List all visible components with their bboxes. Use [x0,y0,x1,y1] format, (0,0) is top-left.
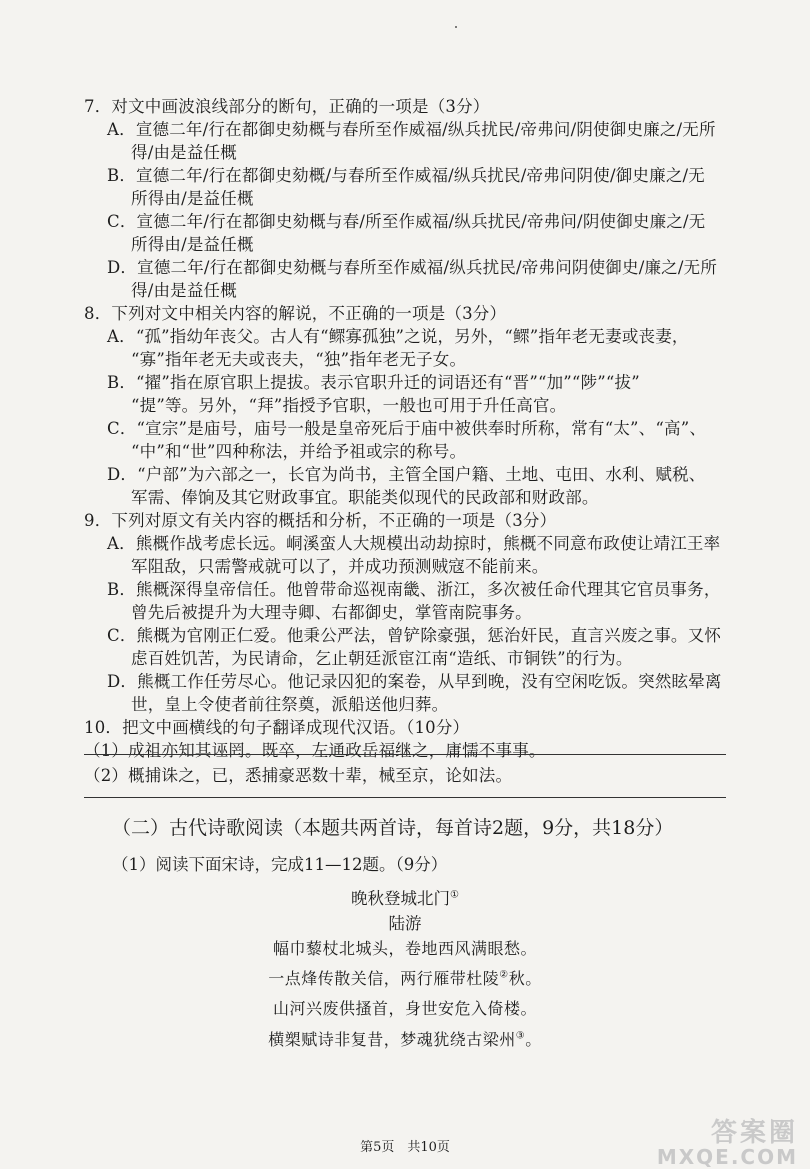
footnote-marker: ② [499,969,509,981]
option-a: A．“孤”指幼年丧父。古人有“鳏寡孤独”之说，另外，“鳏”指年老无妻或丧妻， [107,327,689,346]
poem-line-2-text: 一点烽传散关信，两行雁带杜陵 [268,969,500,988]
question-9 [84,509,722,716]
question-7 [84,95,717,302]
option-b-cont: “提”等。另外，“拜”指授予官职，一般也可用于升任高官。 [131,396,567,415]
answer-line-1 [84,754,726,755]
footnote-marker: ③ [515,1030,526,1042]
poem-line-4 [0,1027,810,1050]
watermark-url: MXQE.COM [656,1145,798,1169]
translation-sentence-2: （2）概捕诛之，已，悉捕豪恶数十辈，械至京，论如法。 [84,766,513,785]
answer-line-2 [84,797,726,798]
watermark-logo-text: 答案圈 [710,1118,798,1148]
poem-line-4-end: 。 [525,1030,542,1049]
poem-line-2 [0,966,810,989]
question-10-stem: 10．把文中画横线的句子翻译成现代汉语。（10分） [84,718,470,737]
option-a-cont: 得/由是益任概 [131,143,237,162]
page-number: 第5页 共10页 [360,1140,450,1155]
poem-author: 陆游 [388,914,422,933]
poem-line-3: 山河兴废供搔首，身世安危入倚楼。 [272,999,537,1018]
option-d: D．熊概工作任劳尽心。他记录囚犯的案卷，从早到晚，没有空闲吃饭。突然眩晕离 [107,672,722,691]
section-instruction: （1）阅读下面宋诗，完成11—12题。（9分） [112,855,448,874]
option-c: C．“宣宗”是庙号，庙号一般是皇帝死后于庙中被供奉时所称，常有“太”、“高”、 [107,419,707,438]
poem-title-text: 晚秋登城北门 [351,889,451,908]
option-b: B．“擢”指在原官职上提拔。表示官职升迁的词语还有“晋”“加”“陟”“拔” [107,373,640,392]
option-c-cont: 虑百姓饥苦，为民请命，乞止朝廷派宦江南“造纸、市铜铁”的行为。 [131,649,633,668]
option-d-cont: 世，皇上令使者前往祭奠，派船送他归葬。 [131,695,449,714]
watermark [657,1112,798,1169]
poem-title [0,885,810,909]
poem-line-4-text: 横槊赋诗非复昔，梦魂犹绕古梁州 [268,1030,516,1049]
question-9-stem: 9．下列对原文有关内容的概括和分析，不正确的一项是（3分） [84,511,557,530]
poem-line-2-end: 秋。 [508,969,542,988]
poem-line-1: 幅巾藜杖北城头，卷地西风满眼愁。 [272,939,537,958]
option-a-cont: “寡”指年老无夫或丧夫，“独”指年老无子女。 [131,350,467,369]
translation-sentence-1: （1）成祖亦知其诬罔。既卒，左通政岳福继之，庸懦不事事。 [84,741,546,760]
scan-speck [455,26,457,28]
question-10 [84,716,546,762]
option-b: B．宣德二年/行在都御史劾概/与春所至作威福/纵兵扰民/帝弗问阴使/御史廉之/无 [107,166,705,185]
option-a-cont: 军阻敌，只需警戒就可以了，并成功预测贼寇不能前来。 [131,557,549,576]
question-7-stem: 7．对文中画波浪线部分的断句，正确的一项是（3分） [84,97,490,116]
question-8 [84,302,706,509]
option-c: C．熊概为官刚正仁爱。他秉公严法，曾铲除豪强，惩治奸民，直言兴废之事。又怀 [107,626,722,645]
option-d-cont: 军需、俸饷及其它财政事宜。职能类似现代的民政部和财政部。 [131,488,599,507]
option-b-cont: 所得由/是益任概 [131,189,254,208]
option-c: C．宣德二年/行在都御史劾概与春/所至作威福/纵兵扰民/帝弗问/阴使御史廉之/无 [107,212,706,231]
section-heading: （二）古代诗歌阅读（本题共两首诗，每首诗2题，9分，共18分） [112,817,674,839]
option-b: B．熊概深得皇帝信任。他曾带命巡视南畿、浙江，多次被任命代理其它官员事务， [107,580,721,599]
question-8-stem: 8．下列对文中相关内容的解说，不正确的一项是（3分） [84,304,507,323]
option-a: A．宣德二年/行在都御史劾概与春所至作威福/纵兵扰民/帝弗问/阴使御史廉之/无所 [107,120,716,139]
option-a: A．熊概作战考虑长远。峒溪蛮人大规模出动劫掠时，熊概不同意布政使让靖江王率 [107,534,721,553]
option-b-cont: 曾先后被提升为大理寺卿、右都御史，掌管南院事务。 [131,603,532,622]
option-d-cont: 得/由是益任概 [131,281,237,300]
option-d: D．“户部”为六部之一，长官为尚书，主管全国户籍、土地、屯田、水利、赋税、 [107,465,706,484]
option-c-cont: 所得由/是益任概 [131,235,254,254]
option-c-cont: “中”和“世”四种称法，并给予祖或宗的称号。 [131,442,467,461]
footnote-marker: ① [450,889,459,901]
option-d: D．宣德二年/行在都御史劾概与春所至作威福/纵兵扰民/帝弗问阴使御史/廉之/无所 [107,258,718,277]
